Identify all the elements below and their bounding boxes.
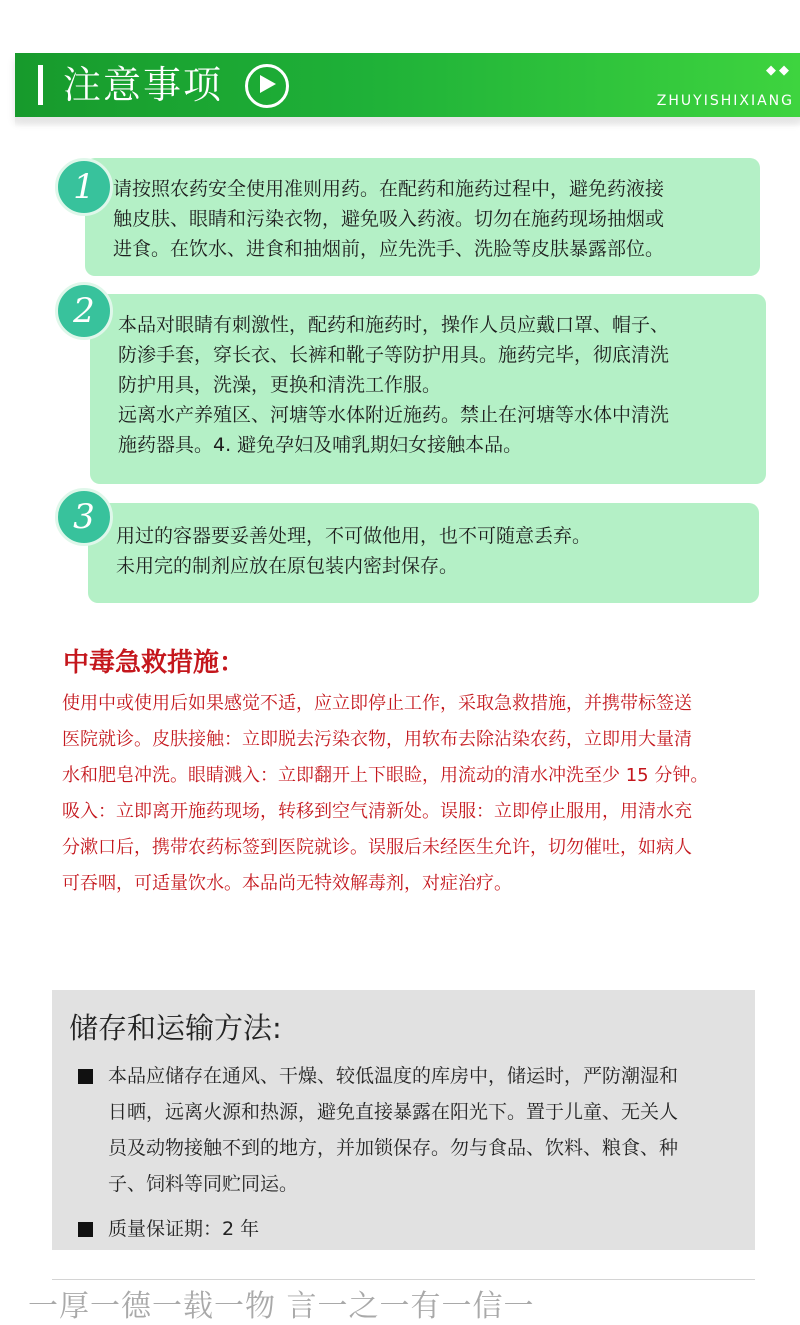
footer-slogan-bar <box>0 1276 800 1324</box>
first-aid-line: 医院就诊。皮肤接触：立即脱去污染衣物，用软布去除沾染农药，立即用大量清 <box>62 729 692 750</box>
storage-item-line: 质量保证期：2 年 <box>108 1218 260 1240</box>
note-number-badge-3: 3 <box>55 488 113 546</box>
note-card-3 <box>88 503 759 603</box>
storage-item-line: 本品应储存在通风、干燥、较低温度的库房中，储运时，严防潮湿和 <box>108 1065 679 1087</box>
first-aid-line: 可吞咽，可适量饮水。本品尚无特效解毒剂，对症治疗。 <box>62 873 512 894</box>
first-aid-title: 中毒急救措施： <box>63 648 246 678</box>
storage-title: 储存和运输方法: <box>69 1011 282 1045</box>
first-aid-text <box>62 686 762 902</box>
note-line: 施药器具。4. 避免孕妇及哺乳期妇女接触本品。 <box>118 434 523 456</box>
square-bullet-icon <box>78 1069 93 1084</box>
play-icon <box>245 64 289 108</box>
footer-divider <box>52 1279 755 1280</box>
note-number-badge-2: 2 <box>55 282 113 340</box>
first-aid-line: 吸入：立即离开施药现场，转移到空气清新处。误服：立即停止服用，用清水充 <box>62 801 692 822</box>
note-text-2 <box>118 310 754 460</box>
note-line: 请按照农药安全使用准则用药。在配药和施药过程中，避免药液接 <box>113 178 665 200</box>
first-aid-line: 水和肥皂冲洗。眼睛溅入：立即翻开上下眼睑，用流动的清水冲洗至少 15 分钟。 <box>62 765 709 786</box>
note-line: 触皮肤、眼睛和污染衣物，避免吸入药液。切勿在施药现场抽烟或 <box>113 208 665 230</box>
diamond-decoration: ◆◆ <box>766 63 792 78</box>
note-card-1 <box>85 158 760 276</box>
note-line: 用过的容器要妥善处理，不可做他用，也不可随意丢弃。 <box>116 525 592 547</box>
storage-item-line: 日晒，远离火源和热源，避免直接暴露在阳光下。置于儿童、无关人 <box>108 1101 679 1123</box>
header-bar-decoration <box>38 65 43 105</box>
storage-section <box>52 990 755 1250</box>
note-line: 远离水产养殖区、河塘等水体附近施药。禁止在河塘等水体中清洗 <box>118 404 670 426</box>
note-line: 进食。在饮水、进食和抽烟前，应先洗手、洗脸等皮肤暴露部位。 <box>113 238 665 260</box>
note-card-2 <box>90 294 766 484</box>
section-header-banner <box>15 53 800 117</box>
note-line: 防渗手套，穿长衣、长裤和靴子等防护用具。施药完毕，彻底清洗 <box>118 344 670 366</box>
note-text-1 <box>113 174 748 264</box>
header-title: 注意事项 <box>63 63 224 107</box>
storage-item <box>78 1211 739 1247</box>
header-pinyin: ZHUYISHIXIANG <box>656 93 794 109</box>
storage-item <box>78 1058 739 1202</box>
banner-shadow <box>15 117 800 127</box>
note-line: 本品对眼睛有刺激性，配药和施药时，操作人员应戴口罩、帽子、 <box>118 314 670 336</box>
note-line: 防护用具，洗澡，更换和清洗工作服。 <box>118 374 442 396</box>
note-number-badge-1: 1 <box>55 158 113 216</box>
square-bullet-icon <box>78 1222 93 1237</box>
note-text-3 <box>116 521 747 581</box>
first-aid-line: 使用中或使用后如果感觉不适，应立即停止工作，采取急救措施，并携带标签送 <box>62 693 692 714</box>
storage-item-line: 员及动物接触不到的地方，并加锁保存。勿与食品、饮料、粮食、种 <box>108 1137 679 1159</box>
storage-item-line: 子、饲料等同贮同运。 <box>108 1173 299 1195</box>
note-line: 未用完的制剂应放在原包装内密封保存。 <box>116 555 459 577</box>
footer-slogan: 一厚一德一载一物 言一之一有一信一 <box>28 1289 535 1324</box>
first-aid-line: 分漱口后，携带农药标签到医院就诊。误服后未经医生允许，切勿催吐，如病人 <box>62 837 692 858</box>
